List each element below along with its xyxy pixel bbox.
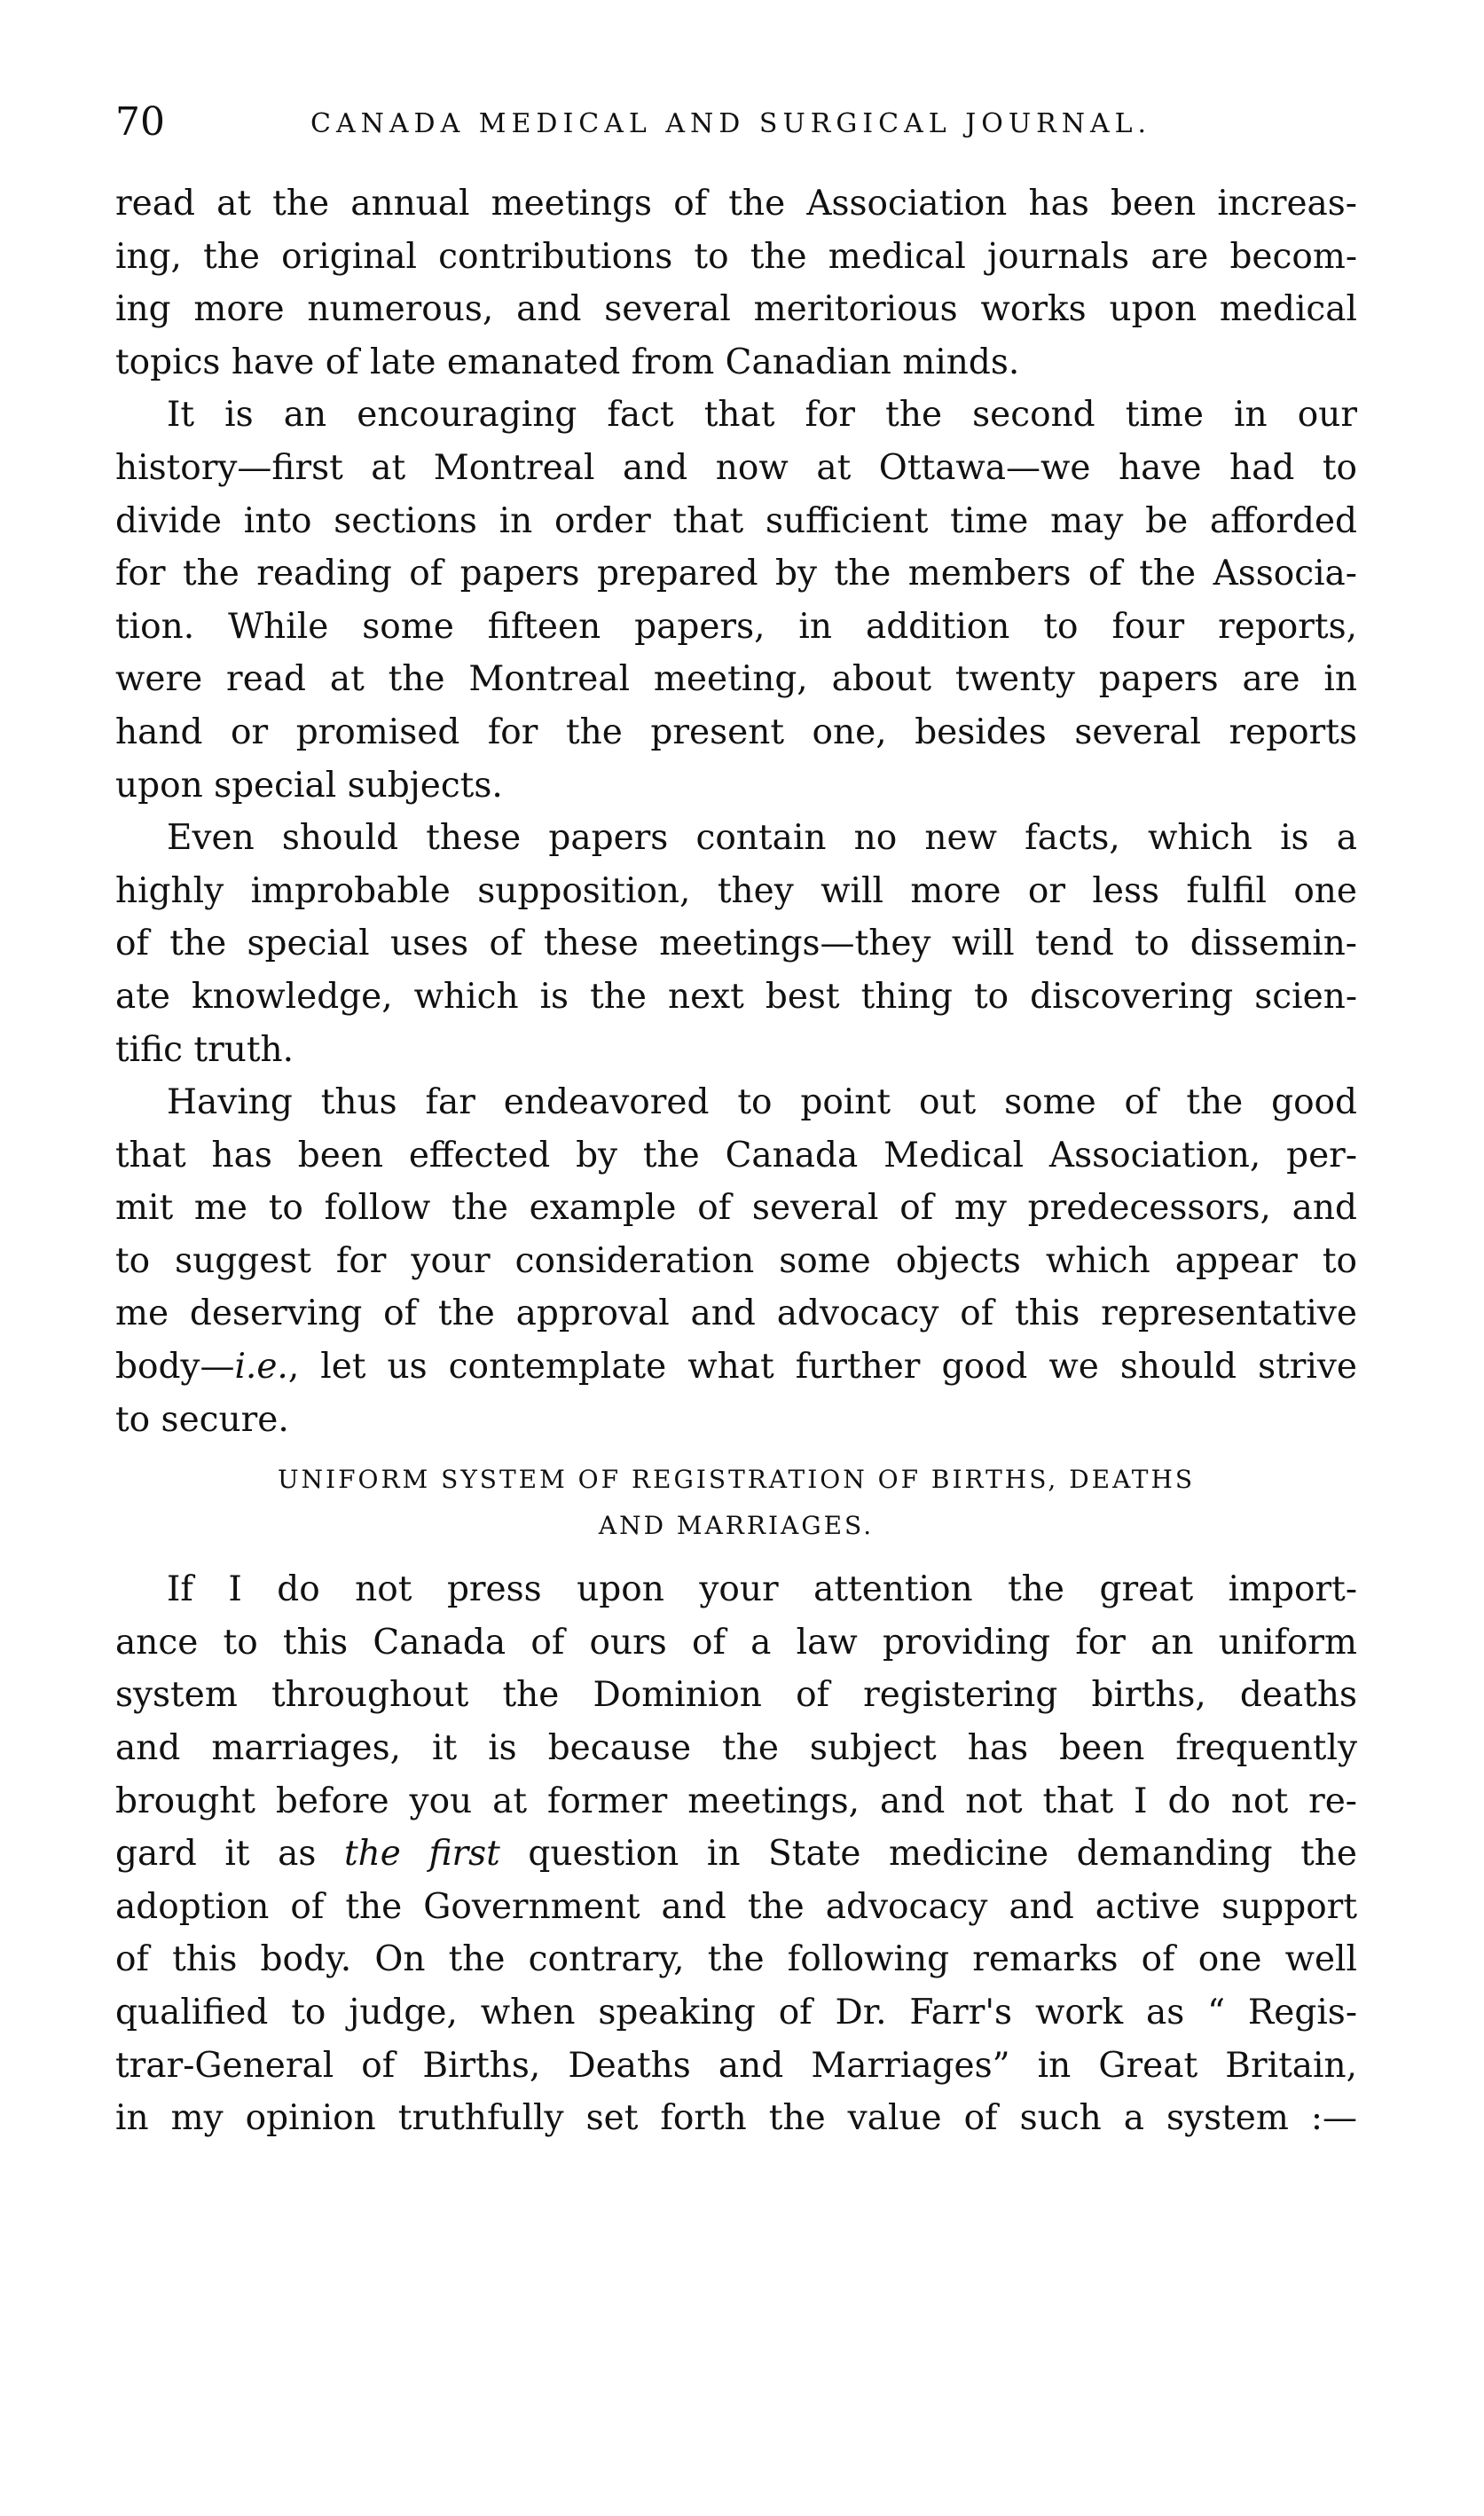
paragraph bbox=[115, 812, 1357, 1076]
text-line: brought before you at former meetings, and not that I do not re- bbox=[115, 1781, 1357, 1821]
text-segment: question in State medicine demanding the bbox=[499, 1834, 1357, 1875]
text-line: adoption of the Government and the advocacy and active support bbox=[115, 1886, 1357, 1927]
text-line: ing, the original contributions to the medical journals are becom- bbox=[115, 236, 1357, 277]
heading-line: UNIFORM SYSTEM OF REGISTRATION OF BIRTHS, DEATHS bbox=[277, 1465, 1196, 1495]
text-line: to suggest for your consideration some objects which appear to bbox=[115, 1240, 1357, 1281]
paragraph bbox=[115, 1076, 1357, 1446]
text-line: ing more numerous, and several meritorious works upon medical bbox=[115, 289, 1357, 330]
text-line: ate knowledge, which is the next best thing to discovering scien- bbox=[115, 976, 1357, 1017]
text-line: of the special uses of these meetings—they will tend to dissemin- bbox=[115, 924, 1357, 964]
text-line: me deserving of the approval and advocacy of this representative bbox=[115, 1293, 1357, 1334]
text-line: ance to this Canada of ours of a law providing for an uniform bbox=[115, 1622, 1357, 1663]
text-line: upon special subjects. bbox=[115, 765, 503, 806]
paragraph bbox=[115, 1563, 1357, 2145]
text-line: for the reading of papers prepared by the members of the Associa- bbox=[115, 554, 1357, 594]
text-line: were read at the Montreal meeting, about twenty papers are in bbox=[115, 659, 1357, 700]
text-segment: , let us contemplate what further good we should strive bbox=[287, 1347, 1357, 1388]
text-line: If I do not press upon your attention the great import- bbox=[167, 1569, 1357, 1610]
text-line: system throughout the Dominion of registering births, deaths bbox=[115, 1675, 1357, 1716]
text-line: trar-General of Births, Deaths and Marriages” in Great Britain, bbox=[115, 2045, 1357, 2086]
text-segment: gard it as bbox=[115, 1834, 344, 1875]
text-line: topics have of late emanated from Canadian minds. bbox=[115, 342, 1020, 382]
text-line: mit me to follow the example of several of my predecessors, and bbox=[115, 1188, 1357, 1229]
running-head bbox=[115, 96, 1357, 149]
text-line: highly improbable supposition, they will more or less fulfil one bbox=[115, 870, 1357, 911]
body-text bbox=[115, 177, 1357, 2145]
text-line: that has been effected by the Canada Medical Association, per- bbox=[115, 1135, 1357, 1175]
text-line: in my opinion truthfully set forth the value of such a system :— bbox=[115, 2098, 1357, 2139]
italic-phrase: the first bbox=[344, 1834, 500, 1875]
text-line bbox=[115, 1828, 1357, 1881]
text-line: of this body. On the contrary, the following remarks of one well bbox=[115, 1939, 1357, 1980]
paragraph bbox=[115, 177, 1357, 389]
text-line: history—first at Montreal and now at Ottawa—we have had to bbox=[115, 447, 1357, 488]
text-line: divide into sections in order that sufficient time may be afforded bbox=[115, 500, 1357, 541]
journal-title: CANADA MEDICAL AND SURGICAL JOURNAL. bbox=[310, 108, 1152, 139]
text-line: Even should these papers contain no new facts, which is a bbox=[167, 818, 1357, 859]
page-number: 70 bbox=[115, 99, 165, 145]
text-line: It is an encouraging fact that for the second time in our bbox=[167, 395, 1357, 436]
text-line: qualified to judge, when speaking of Dr. Farr's work as “ Regis- bbox=[115, 1993, 1357, 2032]
text-line bbox=[115, 1341, 1357, 1394]
paragraph bbox=[115, 389, 1357, 812]
text-line: tific truth. bbox=[115, 1029, 294, 1070]
text-line: tion. While some fifteen papers, in addition to four reports, bbox=[115, 606, 1357, 647]
text-line: read at the annual meetings of the Association has been increas- bbox=[115, 184, 1357, 224]
heading-line: AND MARRIAGES. bbox=[598, 1511, 875, 1541]
italic-abbreviation: i.e. bbox=[234, 1347, 288, 1388]
text-line: Having thus far endeavored to point out some of the good bbox=[167, 1082, 1357, 1123]
text-line: to secure. bbox=[115, 1399, 289, 1440]
text-segment: body— bbox=[115, 1347, 235, 1388]
text-line: and marriages, it is because the subject has been frequently bbox=[115, 1728, 1357, 1769]
text-line: hand or promised for the present one, besides several reports bbox=[115, 712, 1357, 752]
section-heading bbox=[115, 1457, 1357, 1549]
